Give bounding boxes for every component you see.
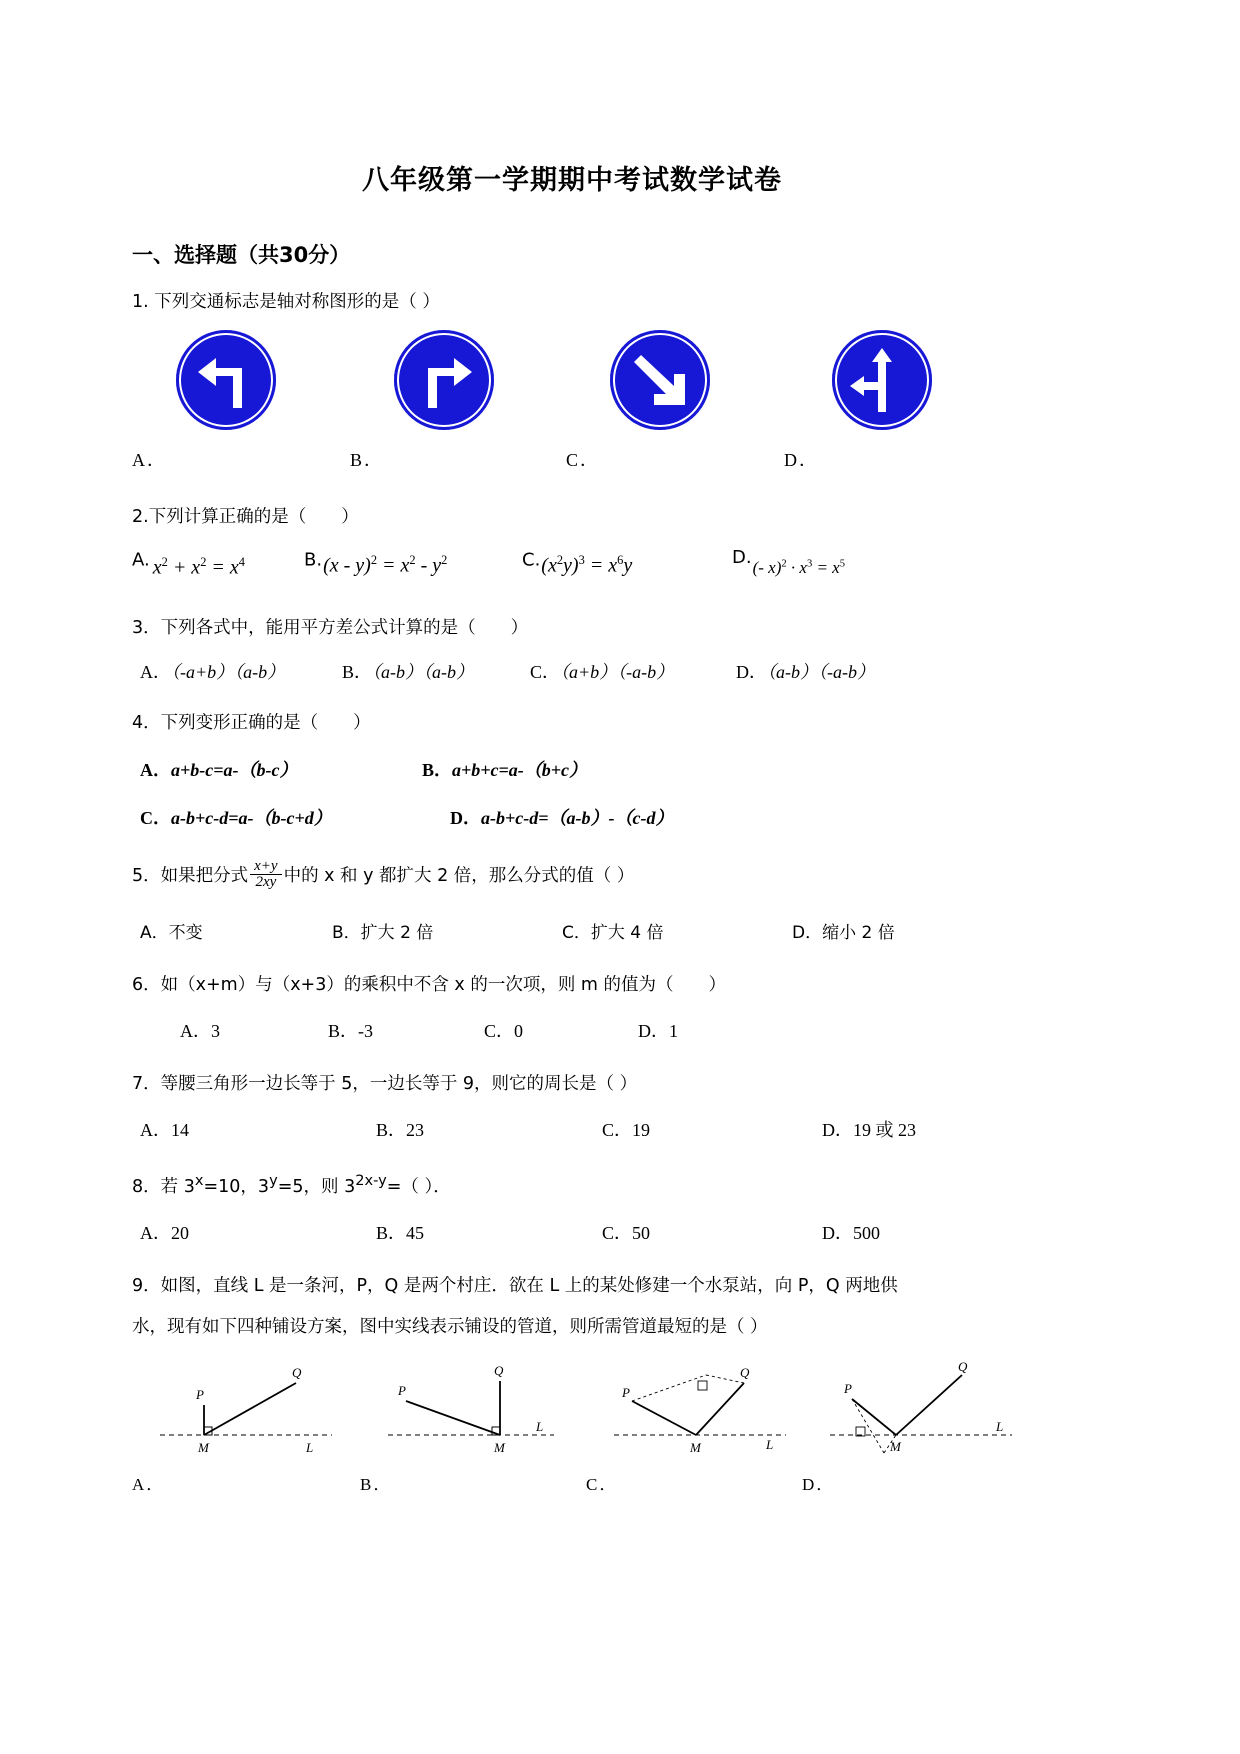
option-4-d[interactable]	[450, 804, 673, 830]
diagram-d-label-L: L	[996, 1419, 1004, 1435]
question-6-options	[132, 1017, 1012, 1047]
option-6-d[interactable]	[638, 1017, 678, 1043]
diagram-c-label-P: P	[622, 1385, 630, 1401]
option-8-a-text: 20	[171, 1222, 189, 1243]
option-label-c: C.	[522, 549, 541, 571]
option-7-c[interactable]	[602, 1116, 650, 1142]
diagram-d-label-P: P	[844, 1381, 852, 1397]
option-2-d[interactable]	[732, 547, 845, 578]
option-6-d-text: 1	[669, 1020, 678, 1041]
question-3-options	[132, 658, 1012, 688]
diagram-d-svg	[826, 1357, 1026, 1457]
option-5-d-text: 缩小 2 倍	[822, 922, 895, 943]
option-label-c: C．	[140, 807, 171, 828]
option-8-c[interactable]	[602, 1219, 650, 1245]
question-1-option-labels	[132, 446, 1012, 470]
option-label-c: C．	[602, 1119, 633, 1140]
option-label-c[interactable]: C．	[566, 450, 601, 471]
option-2-d-formula: (- $x)^2 \cdot x^3 = x^5$	[752, 558, 845, 578]
question-6-stem: 6．如（x+m）与（x+3）的乘积中不含 x 的一次项，则 m 的值为（ ）	[132, 974, 727, 995]
option-8-b-text: 45	[406, 1222, 425, 1243]
diagram-option-b[interactable]	[384, 1357, 584, 1457]
straight-or-left-arrow-icon	[832, 330, 932, 430]
question-8-stem: 8．若 $3^x=10$，$3^y=5$，则 $3^{2x-y}=$（ ）．	[132, 1171, 451, 1197]
option-5-c[interactable]	[562, 918, 664, 943]
question-9-stem-line-1: 9．如图，直线 L 是一条河，P，Q 是两个村庄．欲在 L 上的某处修建一个水泵站，向 P，Q 两地供	[132, 1275, 898, 1296]
diagram-a-label-L: L	[306, 1440, 314, 1456]
option-3-a[interactable]	[140, 658, 285, 684]
option-label-a: A．	[140, 662, 171, 683]
diagram-a-svg	[156, 1357, 356, 1457]
diagram-d-label-Q: Q	[958, 1359, 968, 1375]
option-5-a-text: 不变	[168, 922, 203, 943]
option-label-d[interactable]: D．	[802, 1475, 836, 1495]
question-5-options	[132, 918, 1012, 948]
option-label-d: D．	[450, 807, 481, 828]
option-7-d-text: 19 或 23	[853, 1119, 916, 1140]
option-3-a-text: （-a+b）（a-b）	[171, 662, 286, 683]
traffic-sign-option-b[interactable]	[394, 330, 494, 430]
option-label-d: D．	[792, 922, 823, 943]
traffic-sign-option-c[interactable]	[610, 330, 710, 430]
option-label-b[interactable]: B．	[350, 450, 385, 471]
option-label-a: A．	[180, 1020, 211, 1041]
option-label-b: B．	[342, 662, 373, 683]
option-label-b[interactable]: B．	[360, 1475, 393, 1495]
option-2-b-formula: $(x - y)^2 = x^2 - y^2$	[323, 553, 448, 577]
option-5-d[interactable]	[792, 918, 895, 943]
option-label-c: C．	[562, 922, 591, 943]
question-9-diagram-row	[132, 1357, 1012, 1475]
option-2-a[interactable]	[132, 547, 245, 579]
option-3-b-text: （a-b）（a-b）	[372, 662, 475, 683]
option-2-a-formula: $x^2 + x^2 = x^4$	[152, 555, 245, 579]
option-6-a-text: 3	[211, 1020, 220, 1041]
diagram-b-label-L: L	[536, 1419, 544, 1435]
option-label-c[interactable]: C．	[586, 1475, 619, 1495]
diagram-option-c[interactable]	[610, 1357, 810, 1457]
option-label-b: B．	[376, 1222, 407, 1243]
option-4-d-text: a-b+c-d=（a-b）-（c-d）	[481, 807, 674, 828]
option-6-c[interactable]	[484, 1017, 523, 1043]
option-label-a: A．	[140, 1119, 171, 1140]
option-8-b[interactable]	[376, 1219, 424, 1245]
question-7-stem: 7．等腰三角形一边长等于 5，一边长等于 9，则它的周长是（ ）	[132, 1073, 638, 1094]
option-label-c: C．	[602, 1222, 633, 1243]
option-label-d: D.	[732, 547, 752, 569]
option-label-d: D．	[822, 1222, 853, 1243]
question-1-stem: 1. 下列交通标志是轴对称图形的是（ ）	[132, 292, 440, 312]
option-4-a-text: a+b-c=a-（b-c）	[171, 759, 298, 780]
option-8-d-text: 500	[853, 1222, 880, 1243]
option-4-b[interactable]	[422, 756, 587, 782]
option-7-c-text: 19	[632, 1119, 651, 1140]
question-5-stem-before: 5．如果把分式	[132, 865, 249, 886]
diagonal-down-right-arrow-icon	[610, 330, 710, 430]
question-4-stem: 4．下列变形正确的是（ ）	[132, 713, 371, 734]
page-title: 八年级第一学期期中考试数学试卷	[362, 165, 782, 196]
diagram-c-label-L: L	[766, 1437, 774, 1453]
diagram-b-label-P: P	[398, 1383, 406, 1399]
option-label-d: D．	[736, 662, 767, 683]
option-3-c-text: （a+b）（-a-b）	[560, 662, 675, 683]
option-label-c: C．	[530, 662, 561, 683]
option-5-a[interactable]	[140, 918, 203, 943]
diagram-b-label-Q: Q	[494, 1363, 504, 1379]
option-label-b: B．	[332, 922, 361, 943]
option-7-b[interactable]	[376, 1116, 424, 1142]
option-4-b-text: a+b+c=a-（b+c）	[452, 759, 588, 780]
question-3-stem: 3．下列各式中，能用平方差公式计算的是（ ）	[132, 618, 529, 639]
question-9-stem-line-2: 水，现有如下四种铺设方案，图中实线表示铺设的管道，则所需管道最短的是（ ）	[132, 1317, 768, 1338]
option-3-c[interactable]	[530, 658, 674, 684]
option-8-d[interactable]	[822, 1219, 880, 1245]
option-label-a[interactable]: A．	[132, 1475, 166, 1495]
option-2-b[interactable]	[304, 547, 448, 577]
diagram-c-svg	[610, 1357, 810, 1457]
option-5-c-text: 扩大 4 倍	[590, 922, 664, 943]
traffic-sign-option-a[interactable]	[176, 330, 276, 430]
option-5-b-text: 扩大 2 倍	[360, 922, 434, 943]
diagram-c-label-M: M	[690, 1440, 701, 1456]
turn-right-arrow-icon	[394, 330, 494, 430]
option-2-c-formula: $(x^2y)^3 = x^6y$	[541, 553, 633, 577]
option-label-b: B．	[328, 1020, 359, 1041]
option-label-d: D．	[638, 1020, 669, 1041]
option-3-d-text: （a-b）（-a-b）	[767, 662, 875, 683]
section-heading: 一、选择题（共30分）	[132, 243, 351, 267]
diagram-d-label-M: M	[890, 1439, 901, 1455]
option-5-b[interactable]	[332, 918, 433, 943]
fraction-denominator: 2xy	[250, 874, 281, 891]
question-5-stem-after: 中的 x 和 y 都扩大 2 倍，那么分式的值（ ）	[283, 865, 635, 886]
option-8-a[interactable]	[140, 1219, 189, 1245]
page-content	[132, 0, 1012, 1495]
question-8-options	[132, 1219, 1012, 1249]
fraction-x-plus-y-over-2xy	[250, 859, 281, 891]
option-4-c[interactable]	[140, 804, 332, 830]
diagram-a-label-M: M	[198, 1440, 209, 1456]
option-label-c: C．	[484, 1020, 515, 1041]
question-2-stem: 2.下列计算正确的是（ ）	[132, 507, 359, 528]
option-label-a: A．	[140, 759, 171, 780]
option-label-b: B．	[376, 1119, 407, 1140]
fraction-numerator: x+y	[254, 857, 278, 874]
diagram-option-a[interactable]	[156, 1357, 356, 1457]
option-7-d[interactable]	[822, 1116, 916, 1142]
option-label-d[interactable]: D．	[784, 450, 819, 471]
question-4-options-row-2	[132, 804, 1012, 834]
diagram-a-label-P: P	[196, 1387, 204, 1403]
option-label-a: A．	[140, 922, 169, 943]
option-label-a: A．	[140, 1222, 171, 1243]
question-5-stem	[132, 857, 1012, 892]
option-3-b[interactable]	[342, 658, 474, 684]
option-label-d: D．	[822, 1119, 853, 1140]
question-2-options	[132, 549, 1012, 589]
traffic-sign-option-d[interactable]	[832, 330, 932, 430]
diagram-b-svg	[384, 1357, 584, 1457]
option-7-a-text: 14	[171, 1119, 189, 1140]
question-4-options-row-1	[132, 756, 1012, 786]
diagram-c-label-Q: Q	[740, 1365, 750, 1381]
diagram-option-d[interactable]	[826, 1357, 1026, 1457]
option-6-b-text: -3	[358, 1020, 374, 1041]
question-1-sign-row	[132, 330, 1012, 446]
question-9-option-labels	[132, 1475, 1012, 1495]
option-label-b: B．	[422, 759, 453, 780]
turn-left-arrow-icon	[176, 330, 276, 430]
option-label-b: B.	[304, 549, 323, 571]
option-7-b-text: 23	[406, 1119, 425, 1140]
option-6-b[interactable]	[328, 1017, 373, 1043]
option-7-a[interactable]	[140, 1116, 189, 1142]
option-4-a[interactable]	[140, 756, 297, 782]
option-8-c-text: 50	[632, 1222, 651, 1243]
option-3-d[interactable]	[736, 658, 875, 684]
question-7-options	[132, 1116, 1012, 1146]
diagram-b-label-M: M	[494, 1440, 505, 1456]
option-2-c[interactable]	[522, 547, 633, 577]
option-4-c-text: a-b+c-d=a-（b-c+d）	[171, 807, 332, 828]
diagram-a-label-Q: Q	[292, 1365, 302, 1381]
option-6-c-text: 0	[514, 1020, 524, 1041]
option-label-a[interactable]: A．	[132, 450, 167, 471]
option-6-a[interactable]	[180, 1017, 220, 1043]
option-label-a: A.	[132, 549, 150, 571]
